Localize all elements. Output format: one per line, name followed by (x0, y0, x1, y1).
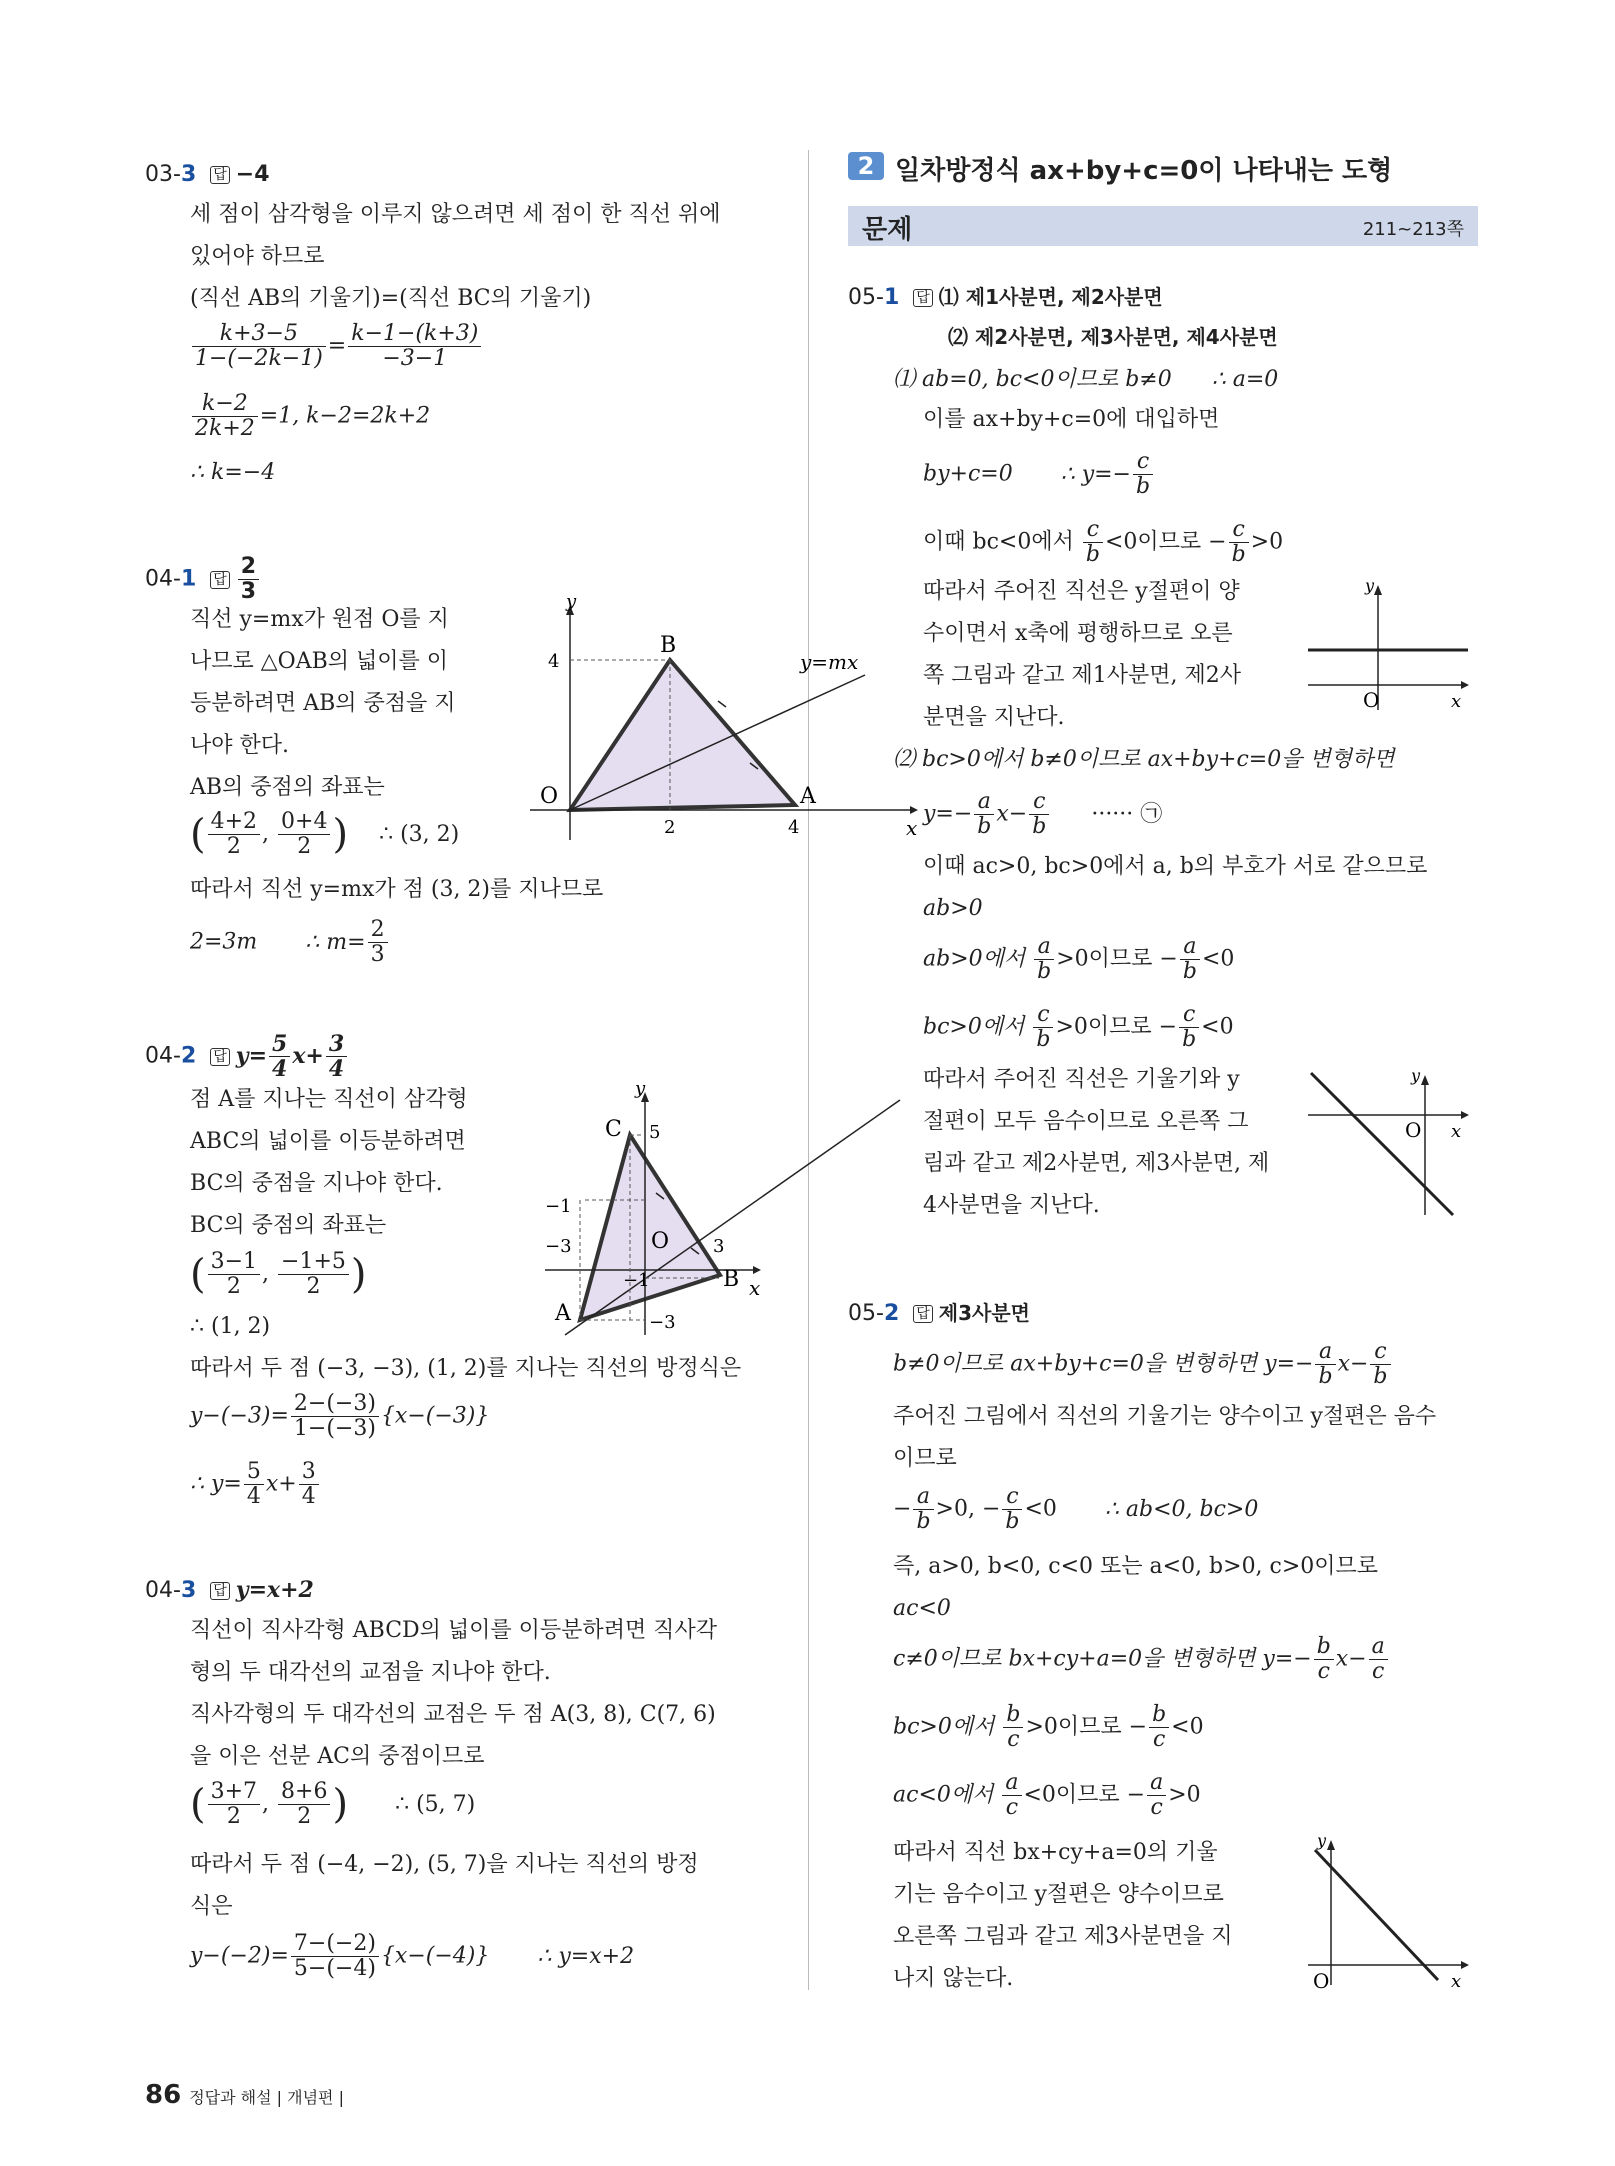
problem-id: 04-2 (145, 1043, 197, 1069)
text-line: 따라서 주어진 직선은 y절편이 양 (923, 579, 1240, 604)
answer-value-2: ⑵ 제2사분면, 제3사분면, 제4사분면 (948, 325, 1278, 349)
section-title: 일차방정식 ax+by+c=0이 나타내는 도형 (895, 156, 1393, 186)
fraction: $\frac{5}{4}$ (244, 1460, 264, 1509)
problem-05-2-header (848, 1298, 1030, 1329)
tick-label: 2 (664, 817, 676, 838)
text-line: 4사분면을 지난다. (923, 1193, 1100, 1218)
answer-value: y= $\frac{5}{4}$ x+ $\frac{3}{4}$ (236, 1043, 349, 1069)
fraction: $\frac{b}{c}$ (1149, 1703, 1169, 1752)
answer-value: y=x+2 (235, 1577, 314, 1603)
point-b-label: B (660, 633, 677, 658)
equation-line: − $\frac{a}{b}$ >0, − $\frac{c}{b}$ <0 ∴ ab<0, bc>0 (893, 1484, 1259, 1534)
tick-label: −1 (545, 1196, 572, 1217)
equation-line: ab>0에서 $\frac{a}{b}$ >0이므로 − $\frac{a}{b}$ <0 (923, 934, 1235, 984)
graph-04-1 (520, 595, 920, 845)
axis-x-label: x (1451, 1971, 1462, 1990)
equation-line: ∴ k=−4 (190, 460, 276, 485)
fraction: $\frac{3-1}{2}$ (208, 1250, 260, 1299)
axis-x-label: x (1451, 691, 1462, 712)
equation-line: ⑴ ab=0, bc<0이므로 b≠0 ∴ a=0 (893, 367, 1279, 392)
column-divider (808, 150, 809, 1990)
fraction: $\frac{c}{b}$ (1029, 790, 1049, 839)
page-range: 211~213쪽 (1362, 219, 1464, 240)
text-line: 식은 (190, 1894, 233, 1919)
problem-id: 04-1 (145, 566, 197, 592)
answer-mark: 답 (210, 1048, 230, 1066)
text-line: 따라서 직선 y=mx가 점 (3, 2)를 지나므로 (190, 877, 604, 902)
equation-line: ab>0 (923, 896, 983, 921)
text-line: 나지 않는다. (893, 1966, 1014, 1991)
fraction: $\frac{k-1-(k+3)}{-3-1}$ (348, 322, 481, 371)
axis-y-label: y (1411, 1066, 1421, 1085)
axis-x-label: x (1451, 1121, 1462, 1142)
text-line: 있어야 하므로 (190, 244, 325, 269)
tick-label: −3 (649, 1312, 676, 1333)
fraction: $\frac{-1+5}{2}$ (278, 1250, 349, 1299)
text-line: 즉, a>0, b<0, c<0 또는 a<0, b>0, c>0이므로 (893, 1554, 1379, 1579)
text-line: 세 점이 삼각형을 이루지 않으려면 세 점이 한 직선 위에 (190, 202, 721, 227)
equation-line: bc>0에서 $\frac{b}{c}$ >0이므로 − $\frac{b}{c}$ <0 (893, 1702, 1204, 1752)
decreasing-line (1311, 1073, 1453, 1215)
text-line: 직선 y=mx가 원점 O를 지 (190, 607, 449, 632)
equation-line: c≠0이므로 bx+cy+a=0을 변형하면 y=− $\frac{b}{c}$ x− $\frac{a}{c}$ (893, 1635, 1390, 1684)
line-label: y=mx (800, 650, 859, 674)
fraction: $\frac{a}{b}$ (1180, 935, 1200, 984)
page-footer (145, 2080, 344, 2110)
text-line: 림과 같고 제2사분면, 제3사분면, 제 (923, 1151, 1270, 1176)
decreasing-line (1315, 1850, 1438, 1980)
fraction: $\frac{0+4}{2}$ (278, 810, 330, 859)
text-line: BC의 중점의 좌표는 (190, 1213, 387, 1238)
origin-label: O (1405, 1118, 1422, 1142)
text-line: 따라서 두 점 (−3, −3), (1, 2)를 지나는 직선의 방정식은 (190, 1356, 742, 1381)
fraction: $\frac{2}{3}$ (368, 918, 388, 967)
answer-mark: 답 (210, 571, 230, 589)
axis-y-label: y (1317, 1831, 1327, 1850)
fraction: $\frac{7-(-2)}{5-(-4)}$ (291, 1932, 379, 1981)
text-line: 이때 ac>0, bc>0에서 a, b의 부호가 서로 같으므로 (923, 854, 1428, 879)
text-line: 등분하려면 AB의 중점을 지 (190, 691, 456, 716)
fraction: $\frac{a}{b}$ (974, 790, 994, 839)
problem-id: 04-3 (145, 1578, 197, 1603)
text-line: 따라서 주어진 직선은 기울기와 y (923, 1067, 1240, 1092)
point-c-label: C (605, 1117, 622, 1142)
page-number: 86 (145, 2080, 182, 2110)
fraction: $\frac{c}{b}$ (1002, 1485, 1022, 1534)
fraction: $\frac{3}{4}$ (299, 1460, 319, 1509)
problem-04-3-header (145, 1575, 314, 1606)
text-line: 쪽 그림과 같고 제1사분면, 제2사 (923, 663, 1241, 688)
text-line: BC의 중점을 지나야 한다. (190, 1171, 443, 1196)
text-line: 따라서 직선 bx+cy+a=0의 기울 (893, 1840, 1218, 1865)
axis-y-label: y (566, 595, 577, 612)
equation-line: ac<0에서 $\frac{a}{c}$ <0이므로 − $\frac{a}{c}$ >0 (893, 1770, 1201, 1820)
answer-value: ⑴ 제1사분면, 제2사분면 (938, 285, 1163, 309)
tick-label: 5 (649, 1122, 661, 1143)
text-line: 오른쪽 그림과 같고 제3사분면을 지 (893, 1924, 1233, 1949)
fraction: $\frac{a}{b}$ (1315, 1340, 1335, 1389)
equation-line: ( $\frac{4+2}{2}$ , $\frac{0+4}{2}$ ) ∴ (3, 2) (190, 809, 460, 859)
equation-line: ⑵ bc>0에서 b≠0이므로 ax+by+c=0을 변형하면 (893, 747, 1395, 772)
tick-label: −1 (623, 1270, 650, 1291)
equation-line: b≠0이므로 ax+by+c=0을 변형하면 y=− $\frac{a}{b}$ x− $\frac{c}{b}$ (893, 1340, 1393, 1389)
answer-value: −4 (235, 162, 270, 187)
fraction: $\frac{a}{c}$ (1369, 1635, 1388, 1684)
triangle-abc (580, 1135, 720, 1320)
fraction: $\frac{c}{b}$ (1370, 1340, 1390, 1389)
graph-05-2 (1303, 1830, 1473, 1990)
axis-y-label: y (1365, 576, 1375, 595)
text-line: 나야 한다. (190, 733, 289, 758)
text-line: 절편이 모두 음수이므로 오른쪽 그 (923, 1109, 1249, 1134)
problem-04-2-header (145, 1032, 349, 1081)
answer-mark: 답 (913, 1305, 933, 1323)
problem-03-3-header (145, 160, 270, 190)
fraction: $\frac{3+7}{2}$ (208, 1780, 260, 1829)
equation-line: y−(−3)= $\frac{2-(-3)}{1-(-3)}$ {x−(−3)} (190, 1391, 490, 1441)
text-line: 직선이 직사각형 ABCD의 넓이를 이등분하려면 직사각 (190, 1618, 717, 1643)
text-line: ∴ (1, 2) (190, 1314, 271, 1339)
fraction: $\frac{2-(-3)}{1-(-3)}$ (291, 1392, 379, 1441)
equation-line: y=− $\frac{a}{b}$ x− $\frac{c}{b}$ ······ ㉠ (923, 789, 1163, 839)
tick-label: 3 (713, 1236, 725, 1257)
fraction: $\frac{c}{b}$ (1229, 518, 1249, 567)
equation-line: by+c=0 ∴ y=− $\frac{c}{b}$ (923, 450, 1155, 499)
text-line: 이를 ax+by+c=0에 대입하면 (923, 407, 1220, 432)
fraction: $\frac{c}{b}$ (1179, 1003, 1199, 1052)
equation-line: y−(−2)= $\frac{7-(-2)}{5-(-4)}$ {x−(−4)} ∴ y=x+2 (190, 1931, 635, 1981)
equation-line: ( $\frac{3-1}{2}$ , $\frac{-1+5}{2}$ ) (190, 1249, 367, 1299)
equation-line: ac<0 (893, 1596, 951, 1621)
fraction: $\frac{b}{c}$ (1003, 1703, 1023, 1752)
answer-value: 제3사분면 (938, 1301, 1030, 1325)
graph-05-1-1 (1303, 575, 1473, 715)
text-line: 주어진 그림에서 직선의 기울기는 양수이고 y절편은 음수 (893, 1404, 1437, 1429)
text-line: 수이면서 x축에 평행하므로 오른 (923, 621, 1233, 646)
origin-label: O (1313, 1969, 1330, 1990)
answer-value: $\frac{2}{3}$ (238, 555, 259, 604)
text-line: 점 A를 지나는 직선이 삼각형 (190, 1087, 468, 1112)
answer-mark: 답 (210, 166, 230, 184)
equation-line: $\frac{k+3-5}{1-(-2k-1)}$ = $\frac{k-1-(k+3)}{-3-1}$ (190, 322, 483, 371)
fraction: $\frac{k+3-5}{1-(-2k-1)}$ (192, 322, 326, 371)
axis-x-label: x (749, 1276, 761, 1300)
equation-line: $\frac{k-2}{2k+2}$ =1, k−2=2k+2 (190, 392, 430, 441)
problem-id: 03-3 (145, 162, 197, 187)
point-a-label: A (555, 1301, 571, 1326)
origin-label: O (651, 1229, 670, 1254)
footer-text: 정답과 해설 | 개념편 | (189, 2088, 344, 2107)
equation-line: ( $\frac{3+7}{2}$ , $\frac{8+6}{2}$ ) ∴ (5, 7) (190, 1779, 476, 1829)
text-line: 직사각형의 두 대각선의 교점은 두 점 A(3, 8), C(7, 6) (190, 1702, 716, 1727)
fraction: $\frac{c}{b}$ (1133, 450, 1153, 499)
origin-label: O (1363, 688, 1380, 712)
fraction: $\frac{a}{b}$ (1034, 935, 1054, 984)
equation-line: ∴ y= $\frac{5}{4}$ x+ $\frac{3}{4}$ (190, 1460, 321, 1509)
fraction: $\frac{a}{c}$ (1147, 1771, 1166, 1820)
equation-line: 이때 bc<0에서 $\frac{c}{b}$ <0이므로 − $\frac{c}{b}$ >0 (923, 517, 1284, 567)
fraction: $\frac{a}{b}$ (913, 1485, 933, 1534)
text-line: AB의 중점의 좌표는 (190, 775, 385, 800)
fraction: $\frac{b}{c}$ (1314, 1635, 1334, 1684)
fraction: $\frac{c}{b}$ (1083, 518, 1103, 567)
origin-label: O (540, 784, 559, 809)
text-line: ABC의 넓이를 이등분하려면 (190, 1129, 466, 1154)
problem-04-1-header (145, 555, 261, 604)
text-line: 나므로 △OAB의 넓이를 이 (190, 649, 449, 674)
text-line: 이므로 (893, 1446, 957, 1471)
problem-bar (848, 206, 1478, 246)
tick-label: 4 (548, 651, 560, 672)
axis-x-label: x (906, 816, 918, 840)
text-line: 분면을 지난다. (923, 705, 1065, 730)
tick-label: −3 (545, 1236, 572, 1257)
equation-line: bc>0에서 $\frac{c}{b}$ >0이므로 − $\frac{c}{b}$ <0 (923, 1002, 1234, 1052)
triangle-oab (570, 660, 795, 810)
fraction: $\frac{a}{c}$ (1002, 1771, 1021, 1820)
problem-label: 문제 (862, 215, 913, 245)
answer-mark: 답 (913, 289, 933, 307)
tick-label: 4 (788, 817, 800, 838)
fraction: $\frac{8+6}{2}$ (278, 1780, 330, 1829)
answer-mark: 답 (210, 1582, 230, 1600)
problem-05-1-header (848, 282, 1163, 313)
text-line: (직선 AB의 기울기)=(직선 BC의 기울기) (190, 286, 592, 311)
text-line: 기는 음수이고 y절편은 양수이므로 (893, 1882, 1224, 1907)
graph-05-1-2 (1303, 1065, 1473, 1225)
fraction: $\frac{c}{b}$ (1033, 1003, 1053, 1052)
equation-line: 2=3m ∴ m= $\frac{2}{3}$ (190, 918, 390, 967)
text-line: 을 이은 선분 AC의 중점이므로 (190, 1744, 485, 1769)
problem-id: 05-2 (848, 1301, 900, 1326)
fraction: $\frac{4+2}{2}$ (208, 810, 260, 859)
point-b-label: B (723, 1267, 740, 1292)
fraction: $\frac{k-2}{2k+2}$ (192, 392, 258, 441)
text-line: 형의 두 대각선의 교점을 지나야 한다. (190, 1660, 551, 1685)
problem-id: 05-1 (848, 285, 900, 310)
axis-y-label: y (635, 1080, 646, 1099)
point-a-label: A (800, 784, 816, 809)
text-line: 따라서 두 점 (−4, −2), (5, 7)을 지나는 직선의 방정 (190, 1852, 699, 1877)
section-number-badge: 2 (848, 152, 884, 180)
